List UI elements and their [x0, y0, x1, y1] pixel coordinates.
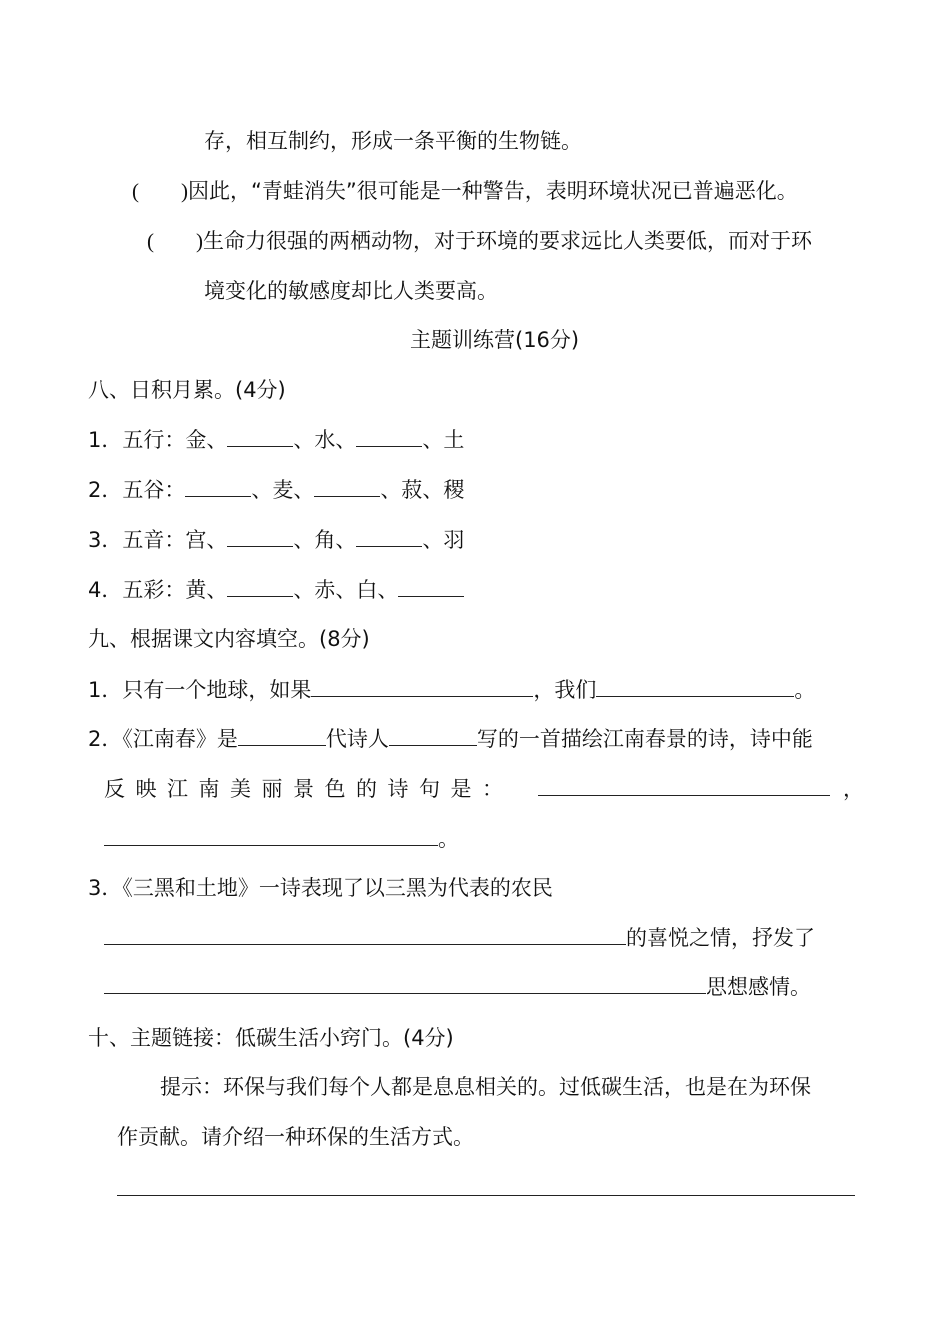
question-10-title: 十、主题链接：低碳生活小窍门。(4分) — [88, 1026, 454, 1050]
fill-blank[interactable] — [356, 526, 422, 547]
q8-item-1: 1．五行：金、 、水、 、土 — [88, 428, 465, 452]
hint-text-cont: 作贡献。请介绍一种环保的生活方式。 — [117, 1125, 474, 1149]
passage-line: 存，相互制约，形成一条平衡的生物链。 — [204, 129, 582, 153]
q9-item-2-line2: 反映江南美丽景色的诗句是： — [104, 777, 514, 801]
ordering-text: 生命力很强的两栖动物，对于环境的要求远比人类要低，而对于环 — [203, 229, 812, 253]
fill-blank[interactable] — [356, 426, 422, 447]
q9-item-3-line3: 思想感情。 — [104, 973, 811, 1001]
ordering-text-cont: 境变化的敏感度却比人类要高。 — [204, 279, 498, 303]
ordering-text: 因此，“青蛙消失”很可能是一种警告，表明环境状况已普遍恶化。 — [188, 179, 798, 203]
question-9-title: 九、根据课文内容填空。(8分) — [88, 627, 370, 651]
answer-paren[interactable]: ( ) — [132, 179, 188, 203]
section-title: 主题训练营(16分) — [410, 328, 580, 352]
fill-blank[interactable] — [104, 825, 438, 846]
q9-item-3: 3．《三黑和土地》一诗表现了以三黑为代表的农民 — [88, 876, 553, 900]
fill-blank[interactable] — [104, 924, 626, 945]
fill-blank[interactable] — [538, 775, 830, 796]
q9-item-2: 2．《江南春》是 代诗人 写的一首描绘江南春景的诗，诗中能 — [88, 727, 813, 751]
fill-blank[interactable] — [311, 676, 533, 697]
q9-item-3-line2: 的喜悦之情，抒发了 — [104, 924, 815, 952]
comma: ， — [843, 777, 864, 801]
fill-blank[interactable] — [238, 725, 326, 746]
fill-blank[interactable] — [596, 676, 794, 697]
q8-item-2: 2．五谷： 、麦、 、菽、稷 — [88, 478, 465, 502]
answer-paren[interactable]: ( ) — [147, 229, 203, 253]
question-8-title: 八、日积月累。(4分) — [88, 378, 286, 402]
fill-blank[interactable] — [398, 576, 464, 597]
fill-blank[interactable] — [389, 725, 477, 746]
q8-item-3: 3．五音：宫、 、角、 、羽 — [88, 528, 465, 552]
fill-blank[interactable] — [227, 576, 293, 597]
fill-blank[interactable] — [185, 476, 251, 497]
answer-line[interactable] — [117, 1195, 855, 1196]
q9-item-2-line3: 。 — [104, 825, 459, 853]
fill-blank[interactable] — [227, 526, 293, 547]
fill-blank[interactable] — [104, 973, 706, 994]
ordering-item — [147, 227, 812, 255]
fill-blank[interactable] — [227, 426, 293, 447]
q9-item-1: 1．只有一个地球，如果 ，我们 。 — [88, 678, 816, 702]
hint-text: 提示：环保与我们每个人都是息息相关的。过低碳生活，也是在为环保 — [160, 1075, 811, 1099]
fill-blank[interactable] — [314, 476, 380, 497]
q8-item-4: 4．五彩：黄、 、赤、白、 — [88, 576, 464, 604]
ordering-item — [132, 177, 798, 205]
